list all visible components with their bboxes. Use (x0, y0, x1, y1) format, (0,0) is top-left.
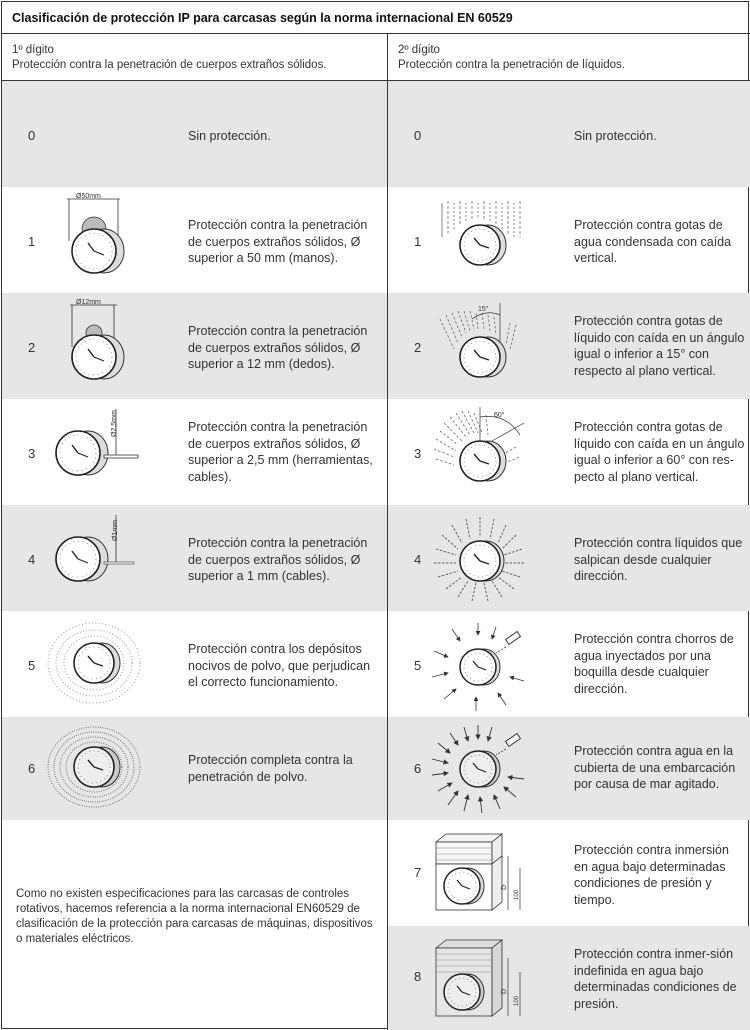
right-row-5 (388, 611, 750, 717)
row-description: Protección completa contra la penetración de polvo. (188, 753, 353, 784)
clock-angle-drops-icon (428, 301, 533, 391)
row-number: 5 (28, 658, 36, 673)
clock-tool-icon (42, 407, 147, 497)
clock-heavy-jet-icon (428, 723, 533, 813)
right-row-3 (388, 399, 750, 505)
row-number: 0 (28, 128, 36, 143)
left-heading: 1º dígito (12, 44, 54, 56)
row-description: Protección contra líquidos que salpican desde cualquier dirección. (574, 536, 743, 583)
clock-dust-icon (42, 619, 147, 709)
row-number: 0 (414, 128, 422, 143)
right-heading: 2º dígito (398, 44, 440, 56)
row-description: Protección contra la penetración de cuerpos extraños sólidos, Ø superior a 1 mm (cables). (188, 536, 368, 583)
right-row-6 (388, 717, 750, 820)
dimension-label: Ø1mm (112, 520, 119, 541)
clock-splash-icon (428, 513, 533, 603)
row-description: Protección contra gotas de líquido con caída en un ángulo igual o inferior a 60° con res-pecto al plano vertical. (574, 420, 745, 484)
row-description: Protección contra los depósitos nocivos de polvo, que perjudican el correcto funcionamiento. (188, 642, 371, 689)
row-number: 5 (414, 658, 422, 673)
right-row-2 (388, 293, 750, 399)
clock-wide-angle-drops-icon (428, 405, 533, 495)
row-number: 3 (28, 446, 36, 461)
row-number: 6 (414, 761, 422, 776)
row-number: 7 (414, 865, 422, 880)
row-description: Protección contra inmer-sión indefinida en agua bajo determinadas condiciones de presión. (574, 947, 737, 1011)
ip-table (1, 1, 749, 1029)
left-row-2 (2, 293, 387, 399)
dimension-h-label: 100 (514, 995, 520, 1006)
row-number: 1 (414, 234, 422, 249)
right-row-7 (388, 820, 750, 926)
right-row-8 (388, 926, 750, 1030)
row-description: Protección contra chorros de agua inyectados por una boquilla desde cualquier dirección. (574, 632, 734, 696)
left-row-1 (2, 187, 387, 293)
table-title: Clasificación de protección IP para carcasas según la norma internacional EN 60529 (2, 2, 750, 34)
left-subheading: Protección contra la penetración de cuerpos extraños sólidos. (12, 59, 327, 71)
clock-jet-icon (428, 621, 533, 711)
row-number: 8 (414, 969, 422, 984)
left-row-0 (2, 81, 387, 187)
right-subheading: Protección contra la penetración de líquidos. (398, 59, 625, 71)
dimension-d-label: D (501, 988, 508, 994)
row-number: 2 (414, 340, 422, 355)
dimension-d-label: D (501, 884, 508, 890)
clock-sphere-icon (42, 191, 147, 281)
left-row-6 (2, 717, 387, 820)
dimension-label: Ø50mm (76, 193, 101, 200)
row-description: Protección contra gotas de líquido con caída en un ángulo igual o inferior a 15° con respecto al plano vertical. (574, 314, 745, 378)
clock-submersion-icon (428, 934, 533, 1024)
row-description: Sin protección. (574, 129, 657, 143)
row-number: 4 (414, 552, 422, 567)
clock-immersion-icon (428, 828, 533, 918)
right-row-4 (388, 505, 750, 611)
right-row-0 (388, 81, 750, 187)
row-number: 6 (28, 761, 36, 776)
angle-label: 60° (494, 412, 505, 419)
row-description: Protección contra la penetración de cuerpos extraños sólidos, Ø superior a 2,5 mm (herramientas, cables). (188, 420, 373, 484)
dimension-label: Ø12mm (76, 299, 101, 306)
angle-label: 15° (478, 306, 489, 313)
row-description: Protección contra gotas de agua condensada con caída vertical. (574, 218, 732, 265)
row-description: Sin protección. (188, 129, 271, 143)
footnote: Como no existen especificaciones para las carcasas de controles rotativos, hacemos referencia a la norma internacional EN60529 de clasificación de la protección para carcasas de máquinas, dispositivos o materiales eléctricos. (16, 888, 373, 945)
row-description: Protección contra agua en la cubierta de una embarcación por causa de mar agitado. (574, 744, 736, 791)
left-row-4 (2, 505, 387, 611)
clock-wire-icon (42, 513, 147, 603)
clock-finger-icon (42, 297, 147, 387)
row-description: Protección contra la penetración de cuerpos extraños sólidos, Ø superior a 50 mm (manos). (188, 218, 368, 265)
left-column-heading (12, 35, 382, 80)
right-column-heading (398, 35, 748, 80)
row-number: 4 (28, 552, 36, 567)
right-row-1 (388, 187, 750, 293)
clock-vertical-drops-icon (428, 197, 533, 287)
left-row-3 (2, 399, 387, 505)
left-row-5 (2, 611, 387, 717)
row-number: 3 (414, 446, 422, 461)
dimension-h-label: 100 (514, 889, 520, 900)
dimension-label: Ø2,5mm (111, 410, 118, 437)
row-description: Protección contra la penetración de cuerpos extraños sólidos, Ø superior a 12 mm (dedos). (188, 324, 368, 371)
row-number: 1 (28, 234, 36, 249)
row-number: 2 (28, 340, 36, 355)
row-description: Protección contra inmersión en agua bajo determinadas condiciones de presión y tiempo. (574, 843, 729, 907)
clock-dust-complete-icon (42, 723, 147, 813)
